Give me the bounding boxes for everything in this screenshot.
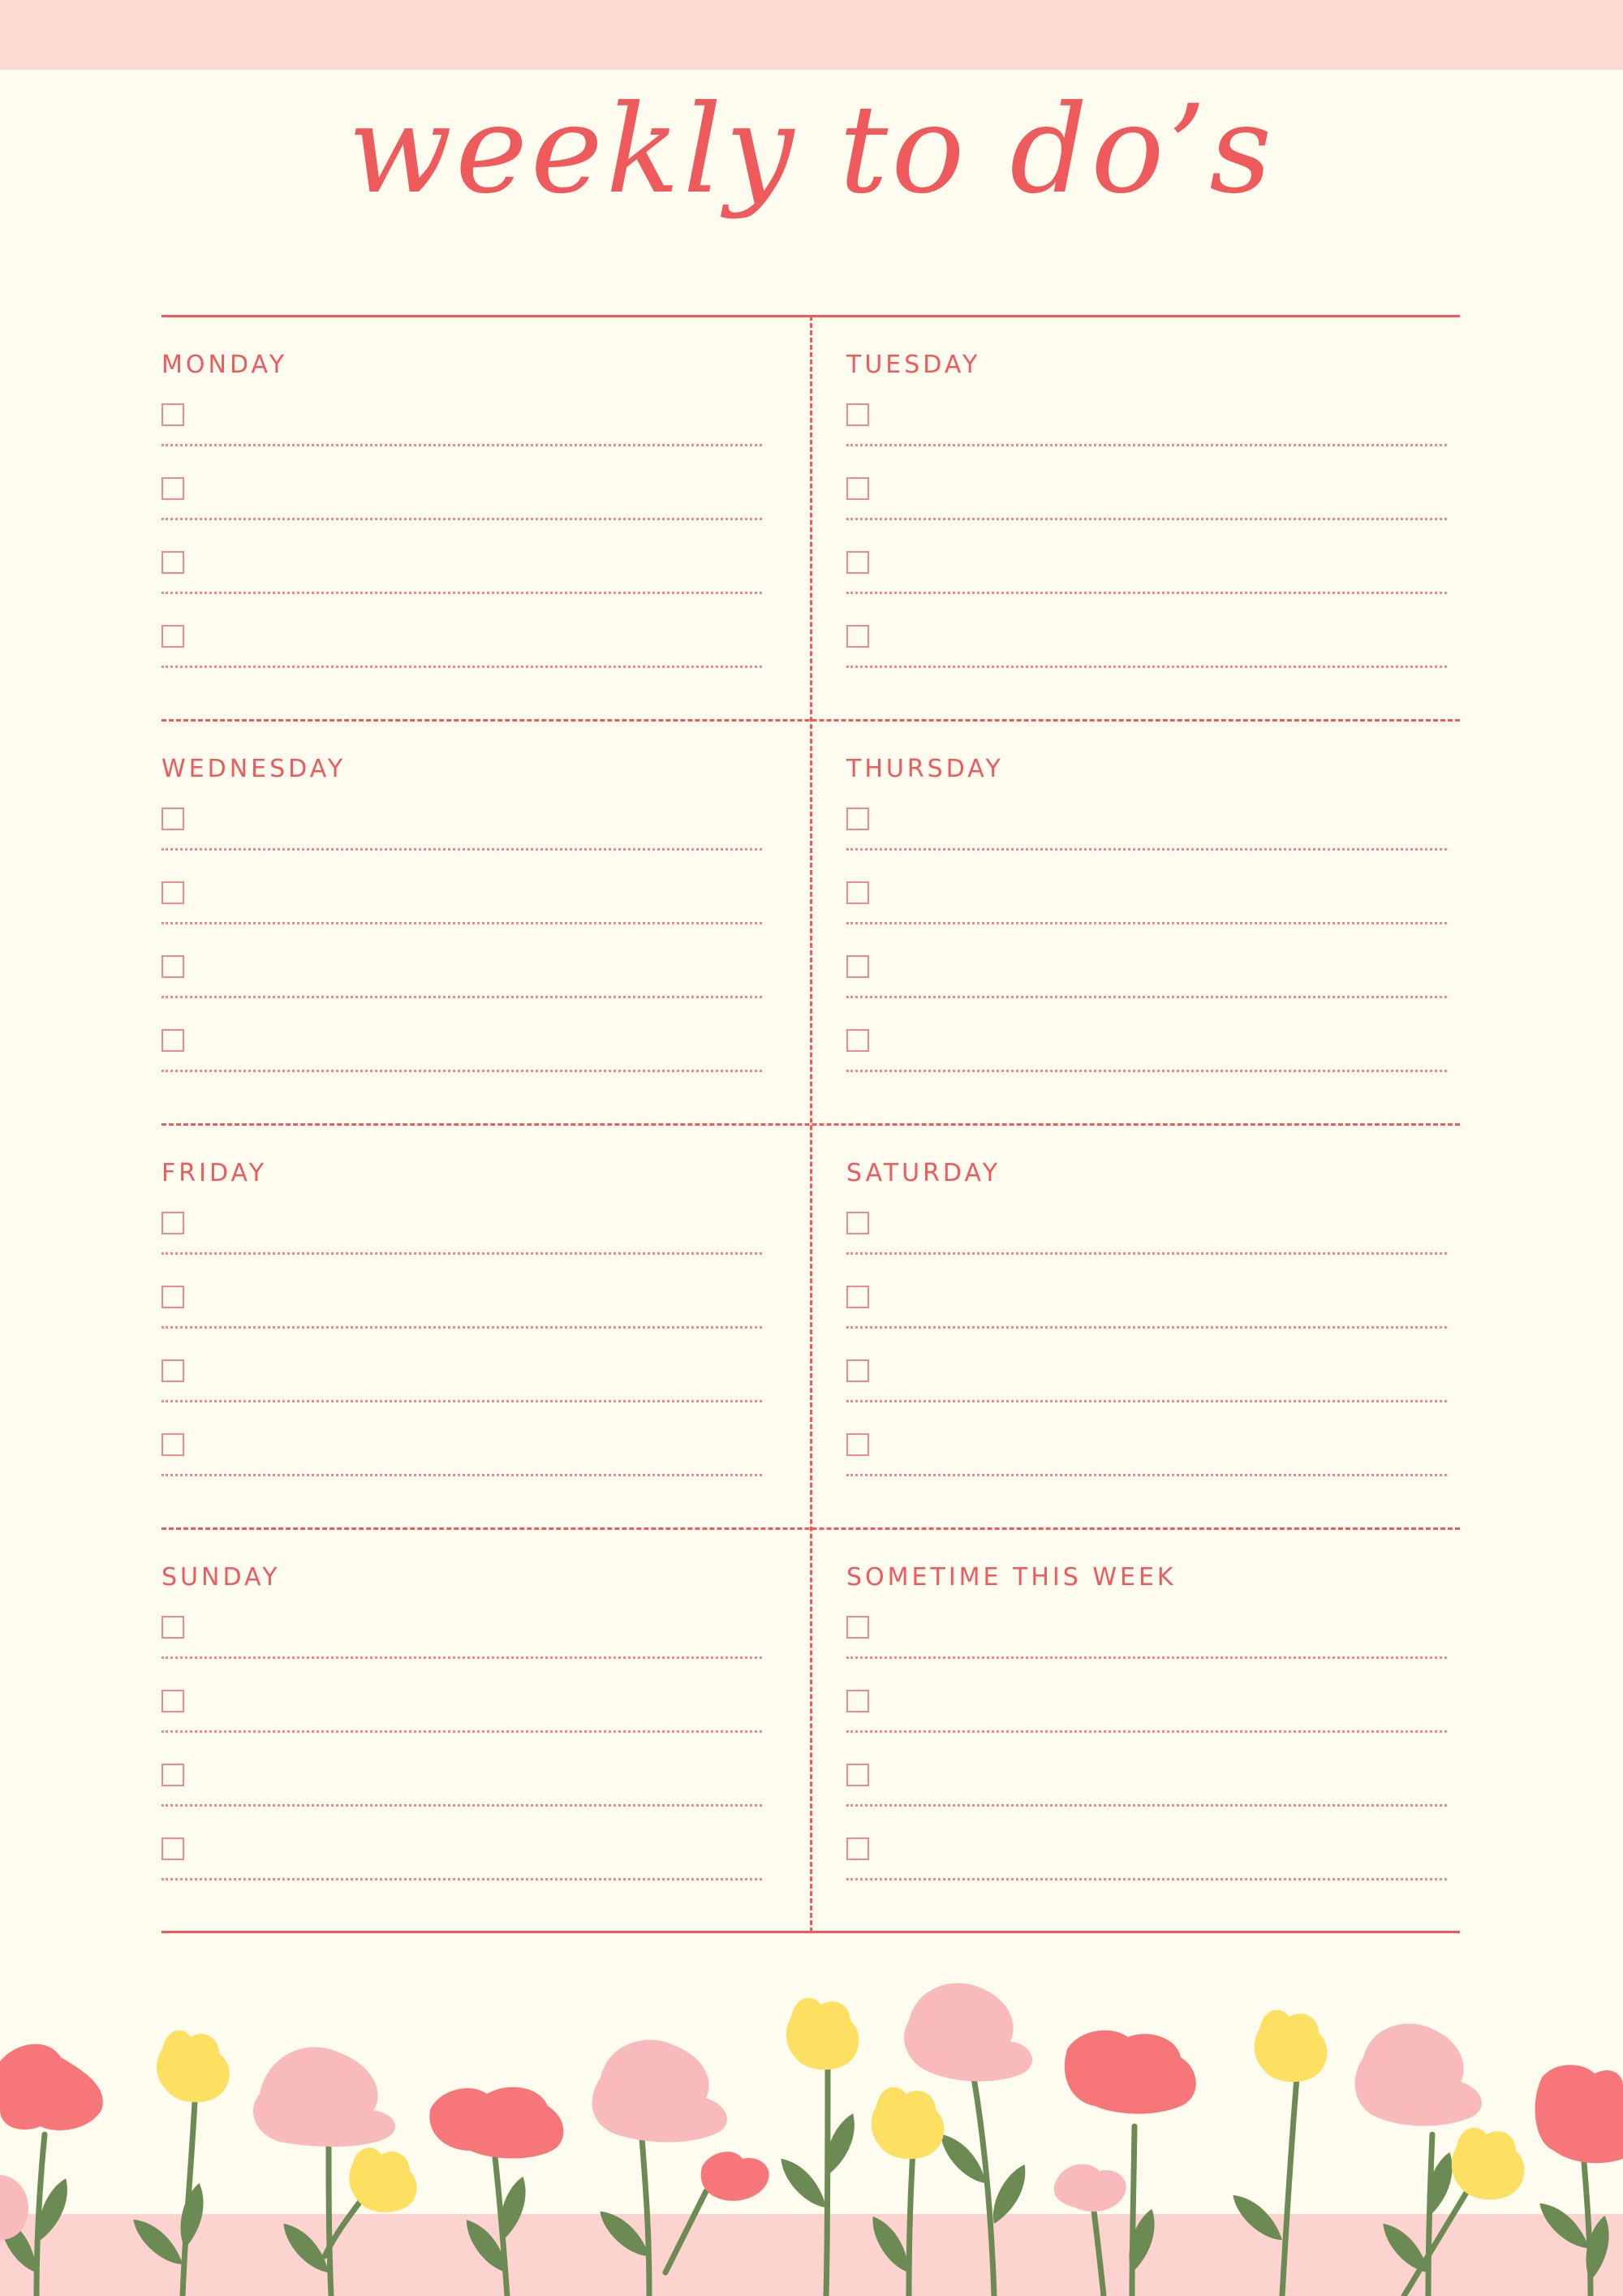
task-line[interactable] bbox=[846, 1690, 1447, 1738]
checkbox[interactable] bbox=[846, 1359, 869, 1382]
writing-line bbox=[846, 1252, 1447, 1255]
writing-line bbox=[161, 1474, 762, 1476]
writing-line bbox=[846, 1730, 1447, 1733]
writing-line bbox=[161, 1070, 762, 1072]
task-line[interactable] bbox=[161, 1433, 762, 1482]
checkbox[interactable] bbox=[846, 1029, 869, 1052]
writing-line bbox=[161, 848, 762, 851]
writing-line bbox=[161, 1730, 762, 1733]
task-line[interactable] bbox=[846, 1764, 1447, 1812]
checkbox[interactable] bbox=[161, 477, 184, 500]
checkbox[interactable] bbox=[161, 881, 184, 904]
task-line[interactable] bbox=[161, 1212, 762, 1260]
day-section-tuesday bbox=[846, 316, 1447, 673]
writing-line bbox=[846, 1070, 1447, 1072]
checkbox[interactable] bbox=[846, 1433, 869, 1456]
day-label: SUNDAY bbox=[161, 1563, 281, 1592]
writing-line bbox=[846, 1400, 1447, 1402]
writing-line bbox=[161, 1252, 762, 1255]
writing-line bbox=[161, 996, 762, 998]
task-line[interactable] bbox=[846, 1616, 1447, 1665]
flower-border-illustration bbox=[0, 1948, 1623, 2296]
writing-line bbox=[846, 996, 1447, 998]
day-label: TUESDAY bbox=[846, 351, 981, 379]
column-divider bbox=[810, 316, 812, 1932]
task-line[interactable] bbox=[846, 1837, 1447, 1886]
day-section-sometime-this-week bbox=[846, 1528, 1447, 1885]
writing-line bbox=[846, 1656, 1447, 1659]
task-line[interactable] bbox=[161, 403, 762, 452]
writing-line bbox=[846, 1804, 1447, 1807]
task-line[interactable] bbox=[161, 808, 762, 856]
task-line[interactable] bbox=[846, 625, 1447, 674]
checkbox[interactable] bbox=[161, 1764, 184, 1786]
task-line[interactable] bbox=[161, 625, 762, 674]
leaves bbox=[0, 2111, 1621, 2282]
task-line[interactable] bbox=[161, 477, 762, 526]
checkbox[interactable] bbox=[161, 403, 184, 426]
checkbox[interactable] bbox=[161, 1690, 184, 1712]
checkbox[interactable] bbox=[846, 1837, 869, 1860]
day-section-wednesday bbox=[161, 720, 762, 1077]
day-label: MONDAY bbox=[161, 351, 288, 379]
writing-line bbox=[846, 444, 1447, 446]
checkbox[interactable] bbox=[161, 1029, 184, 1052]
day-section-monday bbox=[161, 316, 762, 673]
writing-line bbox=[161, 1878, 762, 1880]
task-line[interactable] bbox=[846, 881, 1447, 930]
day-label: SOMETIME THIS WEEK bbox=[846, 1563, 1177, 1592]
writing-line bbox=[846, 518, 1447, 520]
writing-line bbox=[161, 666, 762, 668]
writing-line bbox=[161, 444, 762, 446]
checkbox[interactable] bbox=[161, 1359, 184, 1382]
checkbox[interactable] bbox=[161, 1616, 184, 1639]
day-section-friday bbox=[161, 1124, 762, 1481]
top-band bbox=[0, 0, 1623, 70]
checkbox[interactable] bbox=[161, 1212, 184, 1234]
checkbox[interactable] bbox=[161, 625, 184, 648]
checkbox[interactable] bbox=[846, 551, 869, 574]
task-line[interactable] bbox=[846, 403, 1447, 452]
task-line[interactable] bbox=[161, 1837, 762, 1886]
task-line[interactable] bbox=[846, 1359, 1447, 1408]
day-label: WEDNESDAY bbox=[161, 755, 347, 783]
day-section-saturday bbox=[846, 1124, 1447, 1481]
task-line[interactable] bbox=[846, 1212, 1447, 1260]
checkbox[interactable] bbox=[161, 808, 184, 830]
writing-line bbox=[846, 848, 1447, 851]
writing-line bbox=[846, 666, 1447, 668]
writing-line bbox=[846, 922, 1447, 924]
task-line[interactable] bbox=[161, 1690, 762, 1738]
checkbox[interactable] bbox=[161, 955, 184, 978]
writing-line bbox=[161, 1656, 762, 1659]
checkbox[interactable] bbox=[161, 1837, 184, 1860]
task-line[interactable] bbox=[846, 808, 1447, 856]
checkbox[interactable] bbox=[846, 625, 869, 648]
checkbox[interactable] bbox=[846, 1616, 869, 1639]
checkbox[interactable] bbox=[161, 1286, 184, 1308]
day-section-sunday bbox=[161, 1528, 762, 1885]
checkbox[interactable] bbox=[161, 551, 184, 574]
checkbox[interactable] bbox=[846, 955, 869, 978]
task-line[interactable] bbox=[846, 1286, 1447, 1334]
checkbox[interactable] bbox=[846, 1286, 869, 1308]
writing-line bbox=[846, 1474, 1447, 1476]
task-line[interactable] bbox=[846, 955, 1447, 1004]
day-section-thursday bbox=[846, 720, 1447, 1077]
task-line[interactable] bbox=[161, 1286, 762, 1334]
checkbox[interactable] bbox=[846, 477, 869, 500]
day-label: SATURDAY bbox=[846, 1159, 1001, 1187]
writing-line bbox=[161, 592, 762, 594]
checkbox[interactable] bbox=[846, 1690, 869, 1712]
day-label: FRIDAY bbox=[161, 1159, 268, 1187]
writing-line bbox=[161, 518, 762, 520]
writing-line bbox=[161, 1326, 762, 1329]
task-line[interactable] bbox=[161, 1616, 762, 1665]
task-line[interactable] bbox=[161, 551, 762, 600]
writing-line bbox=[161, 922, 762, 924]
writing-line bbox=[846, 1878, 1447, 1880]
checkbox[interactable] bbox=[846, 808, 869, 830]
checkbox[interactable] bbox=[846, 881, 869, 904]
day-label: THURSDAY bbox=[846, 755, 1004, 783]
task-line[interactable] bbox=[846, 551, 1447, 600]
checkbox[interactable] bbox=[846, 1212, 869, 1234]
task-line[interactable] bbox=[846, 1433, 1447, 1482]
page-title: weekly to do’s bbox=[347, 80, 1276, 221]
writing-line bbox=[161, 1804, 762, 1807]
checkbox[interactable] bbox=[846, 1764, 869, 1786]
writing-line bbox=[846, 592, 1447, 594]
checkbox[interactable] bbox=[846, 403, 869, 426]
task-line[interactable] bbox=[846, 1029, 1447, 1078]
task-line[interactable] bbox=[161, 955, 762, 1004]
task-line[interactable] bbox=[161, 1359, 762, 1408]
task-line[interactable] bbox=[846, 477, 1447, 526]
task-line[interactable] bbox=[161, 1029, 762, 1078]
writing-line bbox=[161, 1400, 762, 1402]
task-line[interactable] bbox=[161, 1764, 762, 1812]
checkbox[interactable] bbox=[161, 1433, 184, 1456]
task-line[interactable] bbox=[161, 881, 762, 930]
writing-line bbox=[846, 1326, 1447, 1329]
